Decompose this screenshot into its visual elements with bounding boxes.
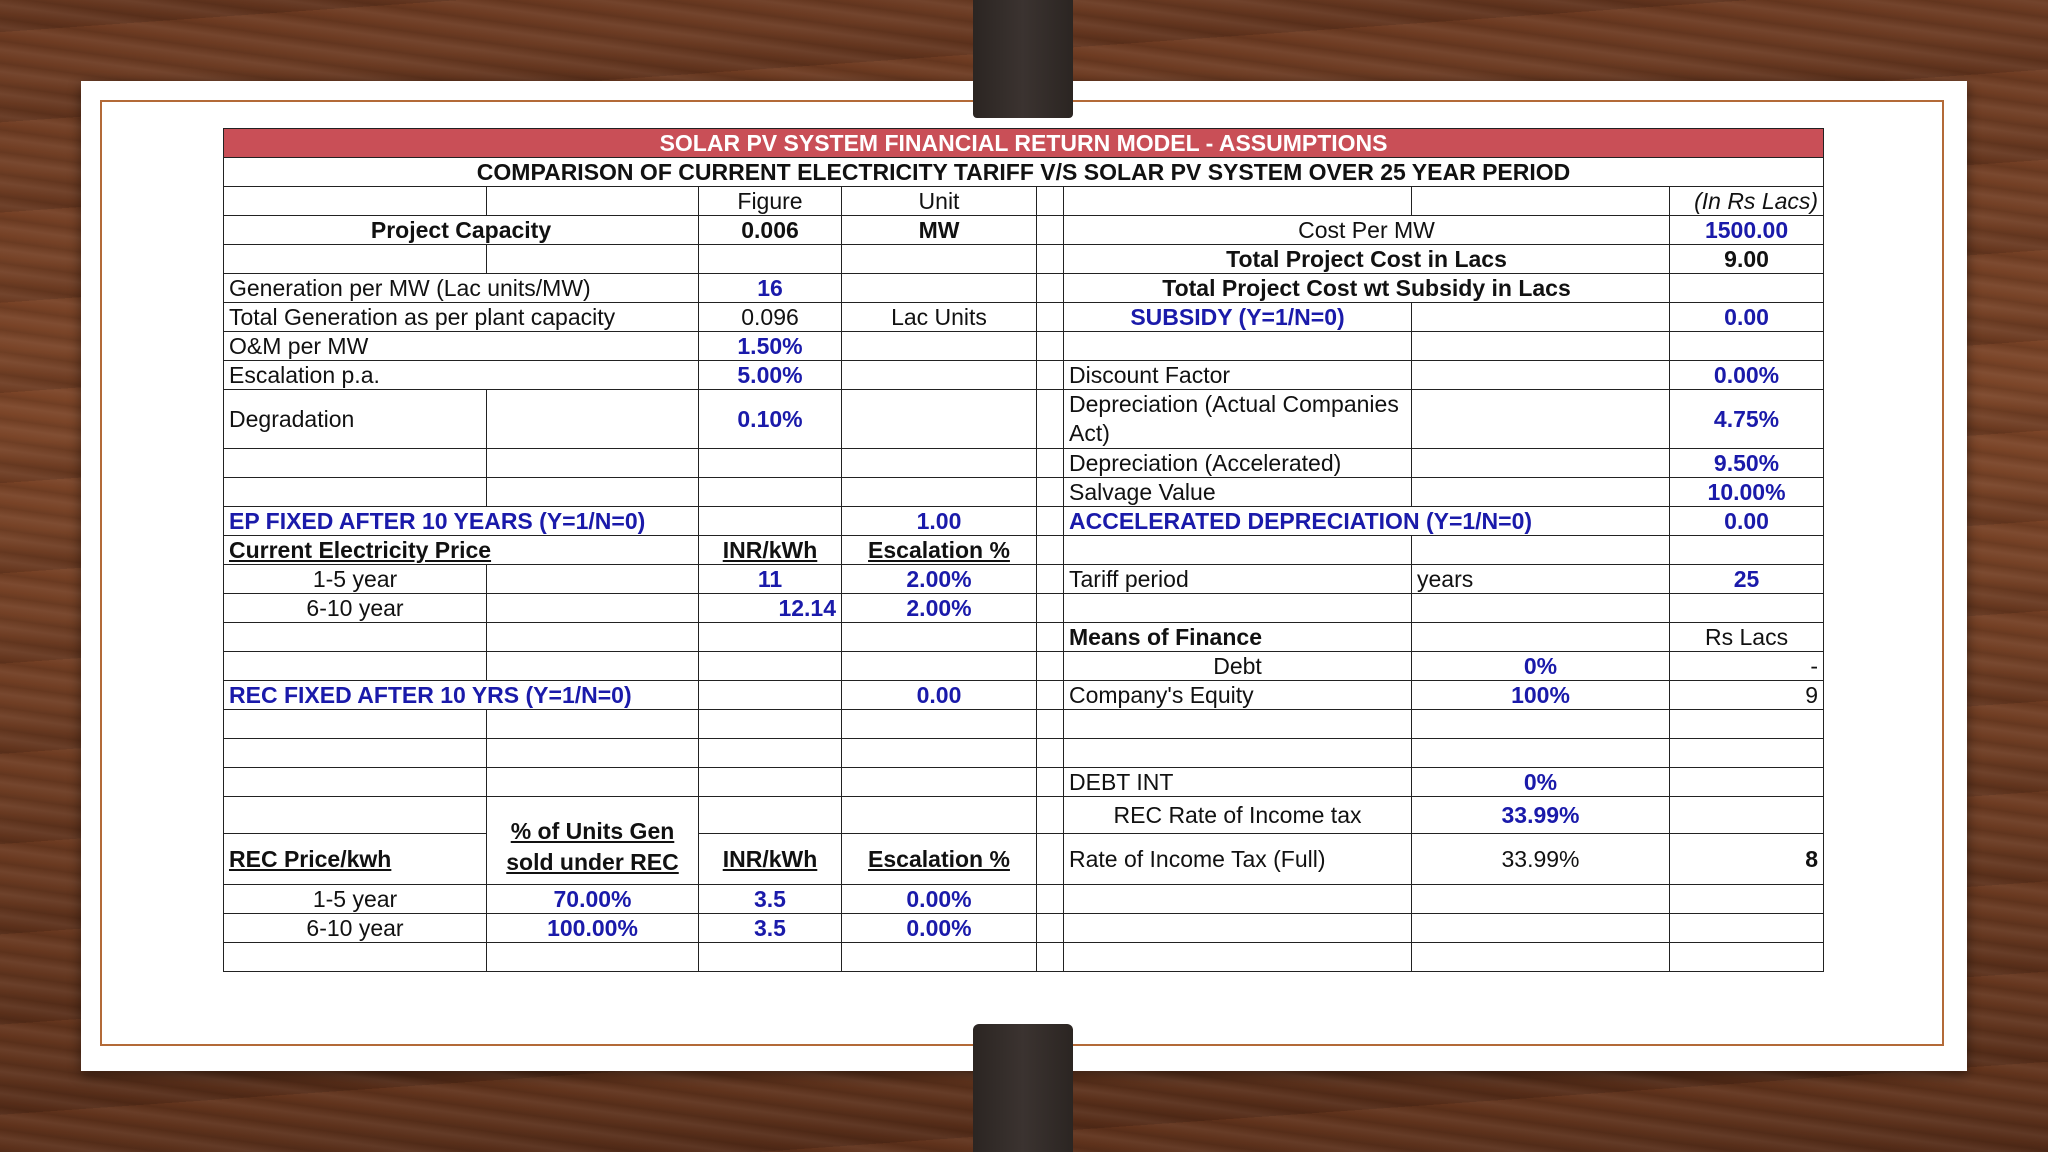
rec-pct-header-line1: % of Units Gen	[510, 818, 675, 844]
subsidy-label: SUBSIDY (Y=1/N=0)	[1064, 303, 1412, 332]
rec-fixed-label: REC FIXED AFTER 10 YRS (Y=1/N=0)	[224, 681, 699, 710]
om-value: 1.50%	[699, 332, 842, 361]
subtitle-row	[224, 158, 1824, 187]
empty-row	[224, 943, 1824, 972]
debt-int-label: DEBT INT	[1064, 768, 1412, 797]
om-row	[224, 332, 1824, 361]
debt-value: -	[1670, 652, 1824, 681]
means-of-finance-label: Means of Finance	[1064, 623, 1412, 652]
debt-int-row	[224, 768, 1824, 797]
cep-col-inr: INR/kWh	[699, 536, 842, 565]
depreciation-actual-value: 4.75%	[1670, 390, 1824, 449]
assumptions-table	[223, 128, 1824, 972]
rec-esc: 0.00%	[842, 885, 1037, 914]
subsidy-value: 0.00	[1670, 303, 1824, 332]
means-of-finance-unit: Rs Lacs	[1670, 623, 1824, 652]
discount-factor-value: 0.00%	[1670, 361, 1824, 390]
header-row	[224, 187, 1824, 216]
rec-row-1	[224, 885, 1824, 914]
accel-dep-flag-value: 0.00	[1670, 507, 1824, 536]
generation-per-mw-label: Generation per MW (Lac units/MW)	[224, 274, 699, 303]
salvage-row	[224, 478, 1824, 507]
rec-row-2	[224, 914, 1824, 943]
rec-period: 1-5 year	[224, 885, 487, 914]
sheet-subtitle: COMPARISON OF CURRENT ELECTRICITY TARIFF V/S SOLAR PV SYSTEM OVER 25 YEAR PERIOD	[224, 158, 1824, 187]
rate-income-tax-pct: 33.99%	[1412, 834, 1670, 885]
rec-rate-tax-row	[224, 797, 1824, 834]
cep-header-row	[224, 536, 1824, 565]
debt-pct: 0%	[1412, 652, 1670, 681]
tariff-period-label: Tariff period	[1064, 565, 1412, 594]
binder-clip-top	[973, 0, 1073, 118]
binder-clip-bottom	[973, 1024, 1073, 1152]
escalation-value: 5.00%	[699, 361, 842, 390]
rec-pct: 100.00%	[487, 914, 699, 943]
generation-per-mw-value: 16	[699, 274, 842, 303]
escalation-label: Escalation p.a.	[224, 361, 699, 390]
depreciation-accel-row	[224, 449, 1824, 478]
degradation-label: Degradation	[224, 390, 487, 449]
cep-esc: 2.00%	[842, 594, 1037, 623]
cep-col-esc: Escalation %	[842, 536, 1037, 565]
cep-price: 12.14	[699, 594, 842, 623]
cost-per-mw-label: Cost Per MW	[1064, 216, 1670, 245]
ep-fixed-row	[224, 507, 1824, 536]
ep-fixed-value: 1.00	[842, 507, 1037, 536]
ep-fixed-label: EP FIXED AFTER 10 YEARS (Y=1/N=0)	[224, 507, 699, 536]
rec-esc: 0.00%	[842, 914, 1037, 943]
equity-value: 9	[1670, 681, 1824, 710]
rec-fixed-row	[224, 681, 1824, 710]
rate-income-tax-value: 8	[1670, 834, 1824, 885]
om-label: O&M per MW	[224, 332, 699, 361]
total-generation-unit: Lac Units	[842, 303, 1037, 332]
sheet-title: SOLAR PV SYSTEM FINANCIAL RETURN MODEL - ASSUMPTIONS	[224, 129, 1824, 158]
title-row	[224, 129, 1824, 158]
depreciation-actual-label: Depreciation (Actual Companies Act)	[1064, 390, 1412, 449]
debt-int-pct: 0%	[1412, 768, 1670, 797]
discount-factor-label: Discount Factor	[1064, 361, 1412, 390]
salvage-value-value: 10.00%	[1670, 478, 1824, 507]
empty-row	[224, 739, 1824, 768]
escalation-row	[224, 361, 1824, 390]
rec-rate-tax-label: REC Rate of Income tax	[1064, 797, 1412, 834]
empty-row	[224, 710, 1824, 739]
total-generation-value: 0.096	[699, 303, 842, 332]
total-generation-row	[224, 303, 1824, 332]
equity-pct: 100%	[1412, 681, 1670, 710]
cep-period: 1-5 year	[224, 565, 487, 594]
cep-period: 6-10 year	[224, 594, 487, 623]
rec-rate-tax-pct: 33.99%	[1412, 797, 1670, 834]
rate-income-tax-label: Rate of Income Tax (Full)	[1064, 834, 1412, 885]
cep-label: Current Electricity Price	[224, 536, 699, 565]
rec-col-inr: INR/kWh	[699, 834, 842, 885]
cep-row-2	[224, 594, 1824, 623]
total-project-cost-label: Total Project Cost in Lacs	[1064, 245, 1670, 274]
total-project-cost-row	[224, 245, 1824, 274]
rec-period: 6-10 year	[224, 914, 487, 943]
tariff-period-unit: years	[1412, 565, 1670, 594]
total-project-cost-value: 9.00	[1670, 245, 1824, 274]
rec-fixed-value: 0.00	[842, 681, 1037, 710]
depreciation-accel-value: 9.50%	[1670, 449, 1824, 478]
unit-header: Unit	[842, 187, 1037, 216]
rec-price: 3.5	[699, 914, 842, 943]
generation-row	[224, 274, 1824, 303]
figure-header: Figure	[699, 187, 842, 216]
project-capacity-row	[224, 216, 1824, 245]
degradation-value: 0.10%	[699, 390, 842, 449]
rec-col-esc: Escalation %	[842, 834, 1037, 885]
depreciation-accel-label: Depreciation (Accelerated)	[1064, 449, 1412, 478]
rec-pct: 70.00%	[487, 885, 699, 914]
rec-pct-header	[487, 797, 699, 885]
project-capacity-label: Project Capacity	[224, 216, 699, 245]
rec-price: 3.5	[699, 885, 842, 914]
project-capacity-value: 0.006	[699, 216, 842, 245]
means-of-finance-row	[224, 623, 1824, 652]
debt-row	[224, 652, 1824, 681]
project-capacity-unit: MW	[842, 216, 1037, 245]
total-project-cost-subsidy-label: Total Project Cost wt Subsidy in Lacs	[1064, 274, 1670, 303]
rec-price-label: REC Price/kwh	[224, 834, 487, 885]
accel-dep-flag-label: ACCELERATED DEPRECIATION (Y=1/N=0)	[1064, 507, 1670, 536]
salvage-value-label: Salvage Value	[1064, 478, 1412, 507]
cep-esc: 2.00%	[842, 565, 1037, 594]
cep-price: 11	[699, 565, 842, 594]
cep-row-1	[224, 565, 1824, 594]
degradation-row	[224, 390, 1824, 449]
equity-label: Company's Equity	[1064, 681, 1412, 710]
tariff-period-value: 25	[1670, 565, 1824, 594]
rec-header-row	[224, 834, 1824, 885]
cost-per-mw-value: 1500.00	[1670, 216, 1824, 245]
in-rs-lacs-header: (In Rs Lacs)	[1670, 187, 1824, 216]
debt-label: Debt	[1064, 652, 1412, 681]
rec-pct-header-line2: sold under REC	[506, 849, 679, 875]
total-generation-label: Total Generation as per plant capacity	[224, 303, 699, 332]
